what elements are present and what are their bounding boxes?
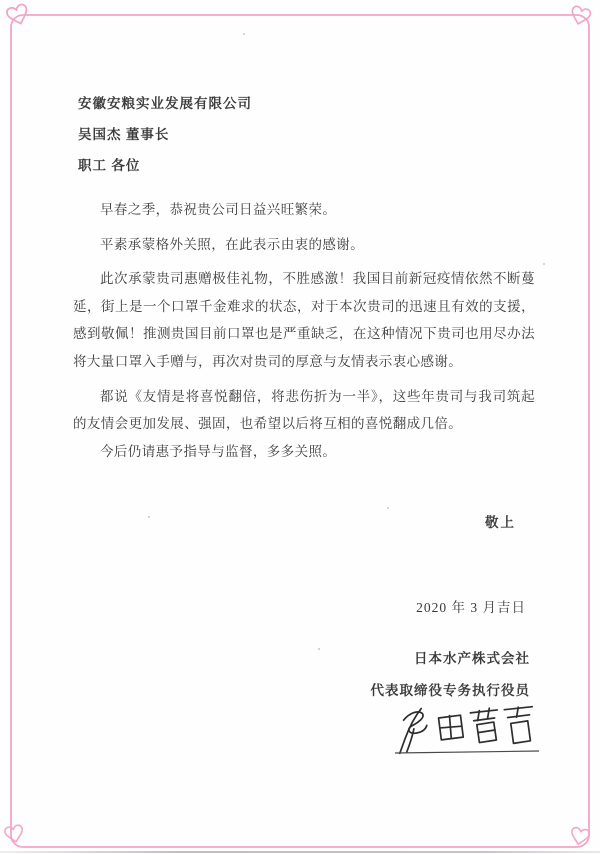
letter-paragraph: 早春之季，恭祝贵公司日益兴旺繁荣。 — [100, 202, 337, 217]
recipient-block — [78, 88, 252, 181]
recipient-company: 安徽安粮实业发展有限公司 — [78, 96, 252, 111]
scan-speck — [387, 507, 389, 509]
scan-speck — [543, 263, 545, 265]
heart-icon — [4, 824, 25, 843]
letter-body — [73, 196, 535, 472]
letter-paragraph: 都说《友情是将喜悦翻倍，将悲伤折为一半》，这些年贵司与我司筑起的友情会更加发展、强固，也希望以后将互相的喜悦翻成几倍。 — [73, 388, 535, 432]
scan-edge-shadow — [0, 851, 600, 853]
sender-title: 代表取缔役专务执行役员 — [370, 683, 530, 698]
letter-date: 2020 年 3 月吉日 — [416, 600, 526, 615]
scan-speck — [243, 33, 245, 35]
letter-paragraph: 今后仍请惠予指导与监督，多多关照。 — [100, 443, 337, 459]
heart-icon — [570, 827, 591, 846]
scan-speck — [318, 648, 320, 650]
heart-icon — [6, 3, 31, 26]
closing-salutation: 敬上 — [485, 515, 516, 530]
recipient-group: 职工 各位 — [78, 158, 141, 173]
letter-paragraph: 平素承蒙格外关照，在此表示由衷的感谢。 — [100, 236, 365, 252]
recipient-person: 吴国杰 董事长 — [78, 127, 170, 142]
sender-company: 日本水产株式会社 — [414, 651, 530, 666]
scan-speck — [148, 516, 150, 518]
signature-handwriting — [392, 700, 542, 762]
letter-paragraph: 此次承蒙贵司惠赠极佳礼物，不胜感激！我国目前新冠疫情依然不断蔓延，街上是一个口罩千金难求的状态，对于本次贵司的迅速且有效的支援，感到敬佩！推测贵国目前口罩也是严重缺乏，在这种情况下贵司也用尽办法将大量口罩入手赠与，再次对贵司的厚意与友情表示衷心感谢。 — [73, 271, 535, 369]
heart-icon — [569, 5, 591, 26]
scan-speck — [310, 215, 312, 217]
